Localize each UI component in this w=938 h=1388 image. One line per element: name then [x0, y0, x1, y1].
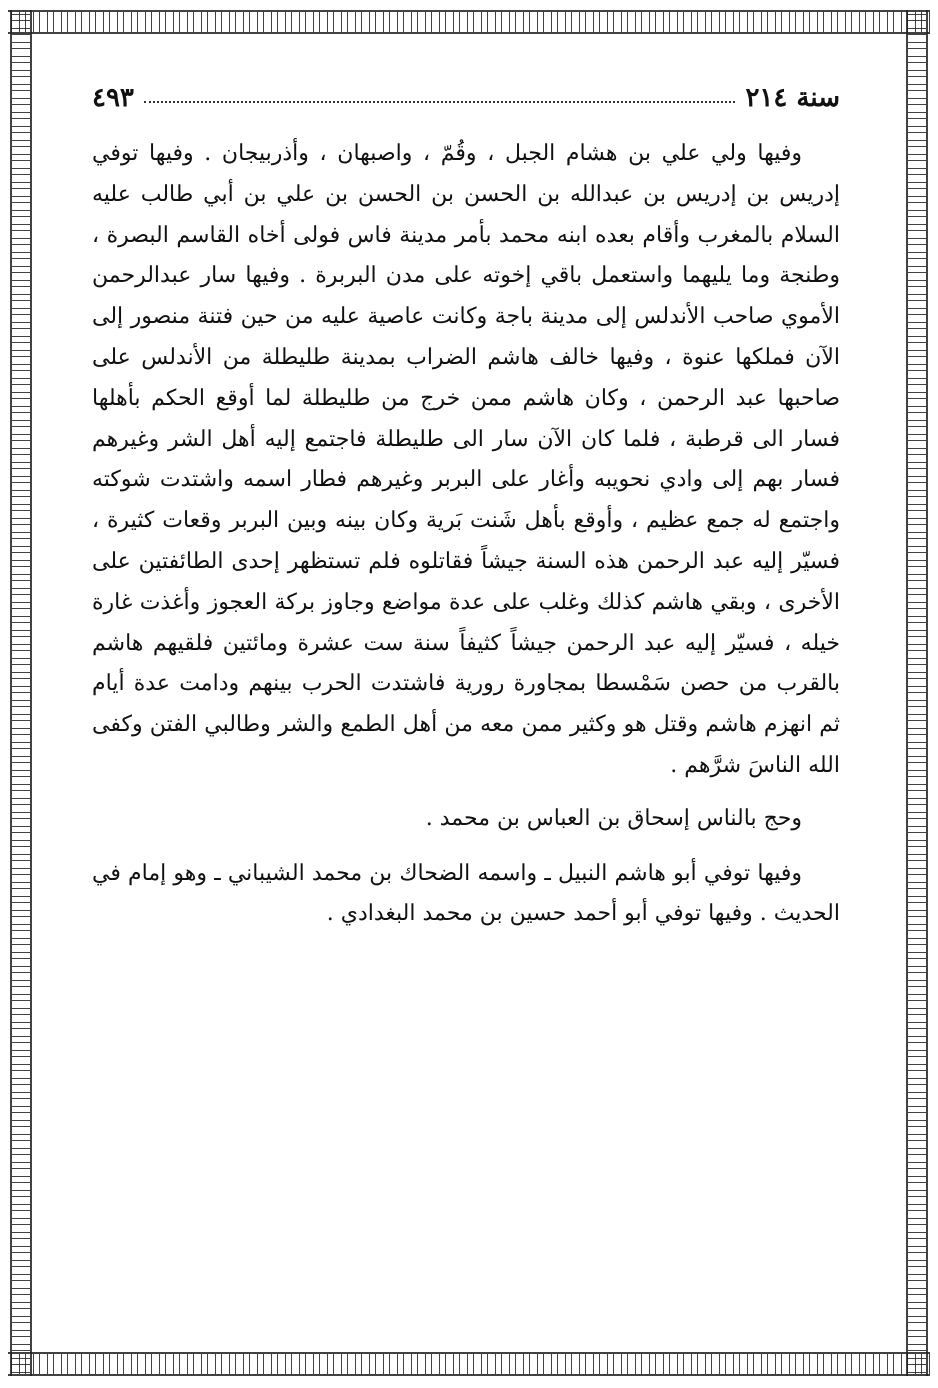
decorative-border-bottom: [8, 1352, 930, 1376]
decorative-border-top: [8, 10, 930, 34]
paragraph-hajj: وحج بالناس إسحاق بن العباس بن محمد .: [425, 805, 802, 831]
paragraph-events: وفيها ولي علي بن هشام الجبل ، وقُمّ ، واصبهان ، وأذربيجان . وفيها توفي إدريس بن إدريس بن عبدالله بن الحسن بن الحسن بن علي بن أبي طالب عليه السلام بالمغرب وأقام بعده ابنه محمد بأمر مدينة فاس فولى أخاه القاسم البصرة ، وطنجة وما يليهما واستعمل باقي إخوته على مدن البربرة . وفيها سار عبدالرحمن الأموي صاحب الأندلس إلى مدينة باجة وكانت عاصية عليه من حين فتنة منصور إلى الآن فملكها عنوة ، وفيها خالف هاشم الضراب بمدينة طليطلة من الأندلس على صاحبها عبد الرحمن ، وكان هاشم ممن خرج من طليطلة لما أوقع الحكم بأهلها فسار الى قرطبة ، فلما كان الآن سار الى طليطلة فاجتمع إليه أهل الشر وغيرهم فسار بهم إلى وادي نحويبه وأغار على البربر وغيرهم فطار اسمه واشتدت شوكته واجتمع له جمع عظيم ، وأوقع بأهل شَنت بَرية وكان بينه وبين البربر وقعات كثيرة ، فسيّر إليه عبد الرحمن هذه السنة جيشاً فقاتلوه فلم تستظهر إحدى الطائفتين على الأخرى ، وبقي هاشم كذلك وغلب على عدة مواضع وجاوز بركة العجوز وأغذت غارة خيله ، فسيّر إليه عبد الرحمن جيشاً كثيفاً سنة ست عشرة ومائتين فلقيهم هاشم بالقرب من حصن سَمْسطا بمجاورة رورية فاشتدت الحرب بينهم ودامت عدة أيام ثم انهزم هاشم وقتل هو وكثير ممن معه من أهل الطمع والشر وطالبي الفتن وكفى الله الناسَ شرَّهم .: [92, 141, 840, 778]
decorative-border-right: [906, 10, 928, 1376]
decorative-border-left: [10, 10, 32, 1376]
page-number: ٤٩٣: [92, 83, 134, 113]
page-header: [92, 80, 840, 116]
page-body: [92, 134, 840, 935]
dotted-leader: [144, 101, 736, 103]
paragraph-deaths: وفيها توفي أبو هاشم النبيل ـ واسمه الضحاك بن محمد الشيباني ـ وهو إمام في الحديث . وفيها توفي أبو أحمد حسين بن محمد البغدادي .: [92, 860, 840, 927]
running-title: سنة ٢١٤: [745, 83, 840, 113]
